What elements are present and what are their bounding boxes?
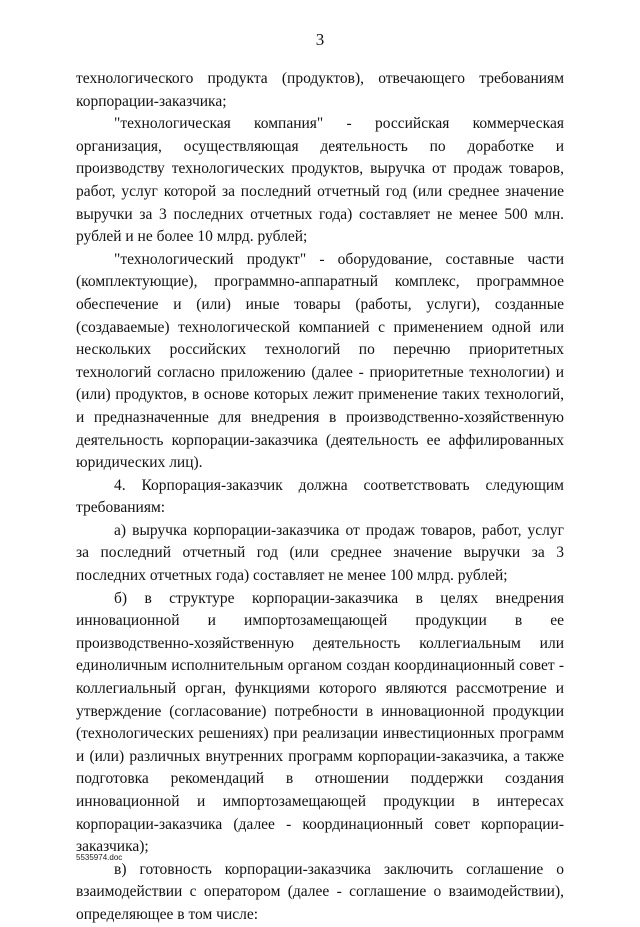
- document-body: [76, 68, 564, 927]
- paragraph-definition-technology-company: "технологическая компания" - российская коммерческая организация, осуществляющая деятельность по доработке и производству технологических продуктов, выручка от продаж товаров, работ, услуг которой за последний отчетный год (или среднее значение выручки за 3 последних отчетных года) составляет не менее 500 млн. рублей и не более 10 млрд. рублей;: [76, 115, 564, 246]
- paragraph-clause-4: 4. Корпорация-заказчик должна соответствовать следующим требованиям:: [76, 476, 564, 517]
- paragraph-continuation: технологического продукта (продуктов), отвечающего требованиям корпорации-заказчика;: [76, 70, 564, 110]
- paragraph-subclause-a: а) выручка корпорации-заказчика от продаж товаров, работ, услуг за последний отчетный год (или среднее значение выручки за 3 последних отчетных года) составляет не менее 100 млрд. рублей;: [76, 521, 564, 585]
- paragraph-definition-technology-product: "технологический продукт" - оборудование, составные части (комплектующие), программно-аппаратный комплекс, программное обеспечение и (или) иные товары (работы, услуги), созданные (создаваемые) технологической компанией с применением одной или нескольких российских технологий по перечню приоритетных технологий согласно приложению (далее - приоритетные технологии) и (или) продуктов, в основе которых лежит применение таких технологий, и предназначенные для внедрения в производственно-хозяйственную деятельность корпорации-заказчика (деятельность ее аффилированных юридических лиц).: [76, 250, 564, 472]
- paragraph-subclause-b: б) в структуре корпорации-заказчика в целях внедрения инновационной и импортозамещающей продукции в ее производственно-хозяйственную деятельность коллегиальным или единоличным исполнительным органом создан координационный совет - коллегиальный орган, функциями которого являются рассмотрение и утверждение (согласование) потребности в инновационной продукции (технологических решениях) при реализации инвестиционных программ и (или) различных внутренних программ корпорации-заказчика, а также подготовка рекомендаций в отношении поддержки создания инновационной и импортозамещающей продукции в интересах корпорации-заказчика (далее - координационный совет корпорации-заказчика);: [76, 589, 564, 856]
- footer-doc-id: 5535974.doc: [76, 853, 123, 862]
- paragraph-subclause-c: в) готовность корпорации-заказчика заключить соглашение о взаимодействии с оператором (далее - соглашение о взаимодействии), определяющее в том числе:: [76, 860, 564, 923]
- page-number: 3: [315, 30, 325, 49]
